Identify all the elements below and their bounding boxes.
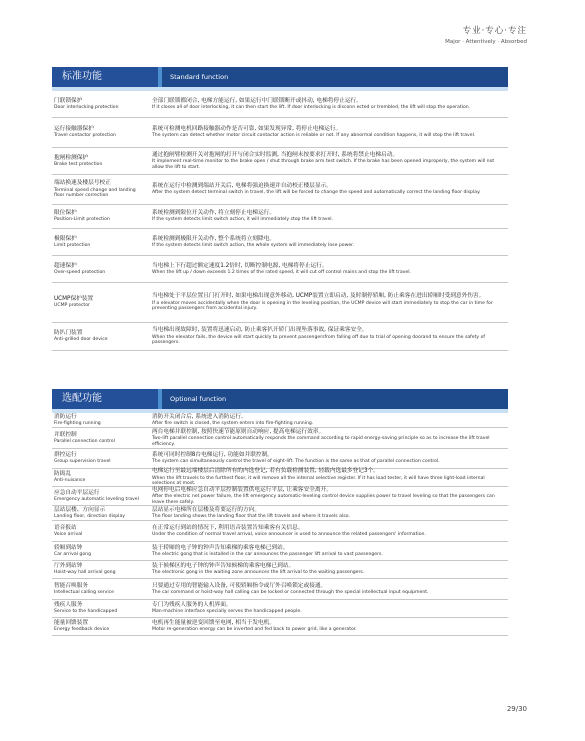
function-name-cn: 运行接触器保护: [54, 126, 94, 132]
function-name-en: UCMP protector: [54, 303, 90, 309]
function-name-cn: 厅外到站钟: [54, 563, 83, 569]
table-row: [52, 487, 508, 506]
function-description-cn: 系统检测到限位开关动作, 将立刻停止电梯运行。: [152, 210, 276, 216]
function-description-en: If it closes all of door interlocking, it can then start the lift. If door interlocking is disconn ected or trembled, the lift will stop the operation.: [152, 104, 471, 110]
function-name-cell: [52, 525, 150, 538]
function-description-cn: 装于候梯区的电子钟的钟声告知候梯的乘客电梯已到站。: [152, 563, 295, 569]
table-row: [52, 618, 508, 636]
function-description-cn: 电梯运行至最远端楼层后清除所有的内选登记, 若有负载检测装置, 轻载内选最多登记3个。: [152, 468, 379, 475]
table-row: [52, 118, 508, 148]
function-description-cell: [150, 183, 508, 196]
table-row: [52, 449, 508, 469]
function-name-cn: 轿厢到站钟: [54, 544, 83, 551]
function-description-cell: [150, 293, 508, 312]
function-description-en: If the system detects limit switch action, the whole system will immediately lose power.: [152, 242, 355, 248]
function-name-cell: [52, 263, 150, 276]
function-description-cn: 装于轿厢的电子钟的钟声告知乘梯的乘客电梯已到站。: [152, 544, 289, 551]
function-description-cn: 当电梯出现故障时, 装置将迅速启动, 防止乘客扒开轿门出现坠落事故, 保证乘客安全。: [152, 327, 368, 334]
function-name-en: Hoist-way hall arrival gong: [54, 570, 116, 576]
function-name-en: Emergency automatic leveling travel: [54, 496, 139, 502]
function-name-cn: 残疾人服务: [54, 602, 83, 608]
function-description-cell: [150, 583, 508, 596]
function-description-cn: 通过抱闸臂检测开关对抱闸的打开与闭合实时监测, 当抱闸未按要求打开时, 系统将禁止电梯启动。: [152, 151, 399, 158]
function-name-en: Service to the handicapped: [54, 609, 118, 615]
table-row: [52, 521, 508, 542]
function-name-en: Landing floor, direction display: [54, 513, 125, 519]
function-name-cn: 群控运行: [54, 452, 77, 458]
function-name-en: Anti-nuisance: [54, 478, 86, 484]
function-name-cn: UCMP保护装置: [54, 296, 94, 302]
function-description-cell: [150, 563, 508, 576]
function-description-en: Two-lift parallel connection control automatically responds the command according to rapid energy-saving principle so as to increase the lift travel efficiency.: [152, 436, 490, 447]
function-description-cn: 层站显示电梯所在层楼及将要运行的方向。: [152, 506, 261, 513]
function-description-cell: [150, 126, 508, 139]
table-row: [52, 229, 508, 256]
table-row: [52, 579, 508, 600]
function-name-en: Parallel connection control: [54, 438, 115, 444]
function-description-en: The floor landing shows the landing floor that the lift travels and where it travels also.: [152, 513, 350, 519]
function-name-cell: [52, 507, 150, 520]
function-description-en: When the elevator fails, the device will start quickly to prevent passengersfrom falling off due to trial of opening doorand to ensure the safety of passengers.: [152, 334, 485, 346]
function-name-cell: [52, 126, 150, 139]
table-row: [52, 600, 508, 618]
function-name-en: Position-Limit protection: [54, 217, 110, 223]
table-row: [52, 428, 508, 449]
function-description-cn: 当电梯处于平层位置且门打开时, 如果电梯出现意外移动, UCMP装置立即启动, 及时制停轿厢, 防止乘客在进出轿厢时受到意外伤害。: [152, 293, 485, 300]
function-description-cell: [150, 429, 508, 448]
function-description-cn: 电机再生能量被逆变回馈至电网, 相当于发电机。: [152, 620, 276, 626]
function-description-en: The system can detect whether motor circuit contactor action is reliable or not. If any abnormal condition happens, it will stop the lift travel.: [152, 133, 476, 139]
function-description-cell: [150, 210, 508, 223]
table-row: [52, 323, 508, 351]
function-description-en: Under the condition of normal travel arrival, voice announcer is used to announce the related passengers' information.: [152, 531, 426, 537]
function-name-en: Energy feedback device: [54, 627, 110, 633]
table-row: [52, 506, 508, 521]
function-name-cn: 防扒门装置: [54, 330, 83, 336]
standard-function-section: [52, 67, 508, 351]
function-description-cell: [150, 152, 508, 171]
function-description-cn: 系统可同时控制8台电梯运行, 功能如并联控制。: [152, 452, 273, 458]
function-description-en: The system can simultaneously control the travel of eight-lift. The function is the same as that of parallel connection control.: [152, 459, 440, 465]
table-row: [52, 561, 508, 579]
section-header: [52, 67, 508, 87]
function-name-cell: [52, 296, 150, 309]
function-name-en: Group supervision travel: [54, 459, 111, 465]
function-name-en: Voice arrival: [54, 531, 83, 537]
function-description-cell: [150, 414, 508, 427]
table-row: [52, 469, 508, 487]
function-name-cell: [52, 583, 150, 596]
slogan-cn: 专业·专心·专注: [462, 26, 527, 36]
function-description-en: Motor re-generation energy can be inverted and fed back to power grid, like a generator.: [152, 627, 357, 633]
function-name-cell: [52, 602, 150, 615]
function-name-cn: 语音报站: [54, 524, 77, 531]
function-description-en: If the system detects limit switch action, it will immediately stop the lift travel.: [152, 217, 334, 223]
function-name-cell: [52, 330, 150, 343]
function-name-en: Travel contactor protection: [54, 133, 116, 139]
function-name-cell: [52, 471, 150, 484]
function-name-cn: 层站层楼、方向显示: [54, 506, 106, 513]
function-name-cn: 抱闸检测保护: [54, 154, 89, 161]
function-name-cell: [52, 620, 150, 633]
function-description-cell: [150, 468, 508, 487]
table-row: [52, 283, 508, 323]
function-name-cell: [52, 155, 150, 168]
function-description-cell: [150, 487, 508, 506]
function-name-en: Door interlocking protection: [54, 104, 119, 110]
function-description-cn: 两台电梯并联控制, 按照快速节能原则自动响应, 提高电梯运行效率。: [152, 428, 325, 435]
function-name-cn: 并联控制: [54, 431, 77, 438]
function-description-cell: [150, 507, 508, 520]
page-number: 29/30: [506, 705, 527, 713]
function-name-cell: [52, 452, 150, 465]
function-description-en: The electric gong that is installed in the car announces the passenger lift arrival to vast passengers.: [152, 551, 383, 557]
function-name-cn: 智能召唤服务: [54, 582, 89, 589]
function-description-cell: [150, 545, 508, 558]
table-row: [52, 205, 508, 229]
table-row: [52, 413, 508, 428]
function-name-cell: [52, 563, 150, 576]
function-name-cell: [52, 414, 150, 427]
function-name-cell: [52, 432, 150, 445]
function-description-en: If a elevator moves accidentally when the door is opening in the leveling position, the UCMP device will start immediately to stop the car in time for preventing passengers from accidental injury.: [152, 300, 493, 312]
function-description-en: Man-machine interface specially serves the handicapped people.: [152, 609, 302, 615]
section-header: [52, 389, 508, 409]
function-name-en: Car arrival gong: [54, 551, 91, 557]
function-name-en: Limit protection: [54, 242, 91, 248]
optional-function-table: [52, 413, 508, 636]
function-name-cell: [52, 236, 150, 249]
function-description-cn: 全部门联锁都闭合, 电梯方能运行, 如果运行中门联锁断开或抖动, 电梯将停止运行。: [152, 97, 362, 104]
function-name-cn: 能量回馈装置: [54, 620, 89, 626]
slogan: [445, 24, 527, 45]
function-description-cn: 系统检测到极限开关动作, 整个系统将立刻降电。: [152, 235, 276, 242]
function-name-cn: 应急自动平层运行: [54, 489, 100, 496]
function-description-cn: 当电梯上下行超过额定速度1.2倍时, 切断控制电源, 电梯将停止运行。: [152, 262, 328, 269]
function-description-cell: [150, 620, 508, 633]
function-name-cn: 超速保护: [54, 262, 77, 269]
function-description-en: The electronic gong in the waiting zone announces the lift arrival to the waiting passengers.: [152, 570, 365, 576]
section-title-en: Optional function: [170, 395, 227, 403]
function-description-en: When the lift up / down exceeds 1.2 times of the rated speed, it will cut off control mains and stop the lift travel.: [152, 269, 411, 275]
function-description-en: After fire switch is closed, the system enters into fire-fighting running.: [152, 420, 314, 426]
function-name-cell: [52, 180, 150, 199]
function-name-cn: 极限保护: [54, 235, 77, 242]
function-description-cn: 电网停电后电梯应急自动平层控制装置供电运行平层, 让乘客安全离开。: [152, 486, 332, 493]
table-row: [52, 175, 508, 205]
slogan-en: Major · Attentively · Absorbed: [445, 39, 527, 45]
function-name-en: Anti-grilled door device: [54, 337, 108, 343]
function-description-cell: [150, 263, 508, 276]
function-description-en: After the system detect terminal switch in travel, the lift will be forced to change the speed and automatically correct the landing floor display.: [152, 190, 481, 196]
function-name-cn: 端站换速及楼层号校正: [54, 180, 111, 187]
function-name-en: Fire-fighting running: [54, 420, 101, 426]
function-name-cn: 消防运行: [54, 413, 77, 420]
function-description-cell: [150, 452, 508, 465]
function-description-cell: [150, 236, 508, 249]
function-description-cell: [150, 98, 508, 111]
function-description-cell: [150, 327, 508, 346]
function-name-cell: [52, 210, 150, 223]
standard-function-table: [52, 91, 508, 351]
section-title-cn: 选配功能: [52, 389, 162, 409]
optional-function-section: [52, 389, 508, 636]
function-description-cell: [150, 525, 508, 538]
function-description-cn: 系统在运行中检测到端站开关后, 电梯将强迫换速并自动校正楼层显示。: [152, 183, 332, 189]
function-description-cn: 系统可检测电机回路接触器动作是否可靠, 如果发现异常, 将停止电梯运行。: [152, 126, 342, 132]
function-description-cn: 只要通过专用的智能输入设备, 可使轿厢指令或厅外召唤锁定或接通。: [152, 582, 327, 589]
function-description-cn: 消防开关闭合后, 系统进入消防运行。: [152, 413, 247, 420]
function-description-en: It implement real-time monitor to the brake open / shut through brake arm test switch. If the brake has been opened improperly, the system will not allow the lift to start.: [152, 159, 495, 170]
function-description-cn: 在正常运行到站的情况下, 利用语音装置告知乘客有关信息。: [152, 524, 304, 531]
function-name-cell: [52, 98, 150, 111]
function-description-en: After the electric net power failure, the lift emergency automatic-leveling control device supplies power to travel leveling so that the passengers can leave there safely.: [152, 494, 495, 505]
function-name-en: Over-speed protection: [54, 269, 106, 275]
function-name-cn: 限位保护: [54, 210, 77, 216]
function-name-cn: 防捣乱: [54, 471, 72, 477]
function-description-en: The car command or hoist-way hall calling can be locked or connected through the special intellectual input equipment.: [152, 589, 429, 595]
function-name-cn: 门联锁保护: [54, 97, 83, 104]
function-name-en: Intellectual calling service: [54, 589, 114, 595]
section-title-cn: 标准功能: [52, 67, 162, 87]
table-row: [52, 148, 508, 175]
function-description-cn: 专门为残疾人服务的人机界面。: [152, 602, 232, 608]
function-name-cell: [52, 490, 150, 503]
table-row: [52, 542, 508, 561]
function-name-en: Terminal speed change and landing floor number correction: [54, 187, 136, 199]
table-row: [52, 91, 508, 118]
function-name-en: Brake test protection: [54, 161, 103, 167]
function-name-cell: [52, 545, 150, 558]
table-row: [52, 256, 508, 283]
function-description-en: When the lift travels to the furthest floor, it will remove all the internal selective register. If it has load tester, it will have three light-load internal selections at most.: [152, 475, 485, 487]
function-description-cell: [150, 602, 508, 615]
section-title-en: Standard function: [170, 73, 229, 81]
